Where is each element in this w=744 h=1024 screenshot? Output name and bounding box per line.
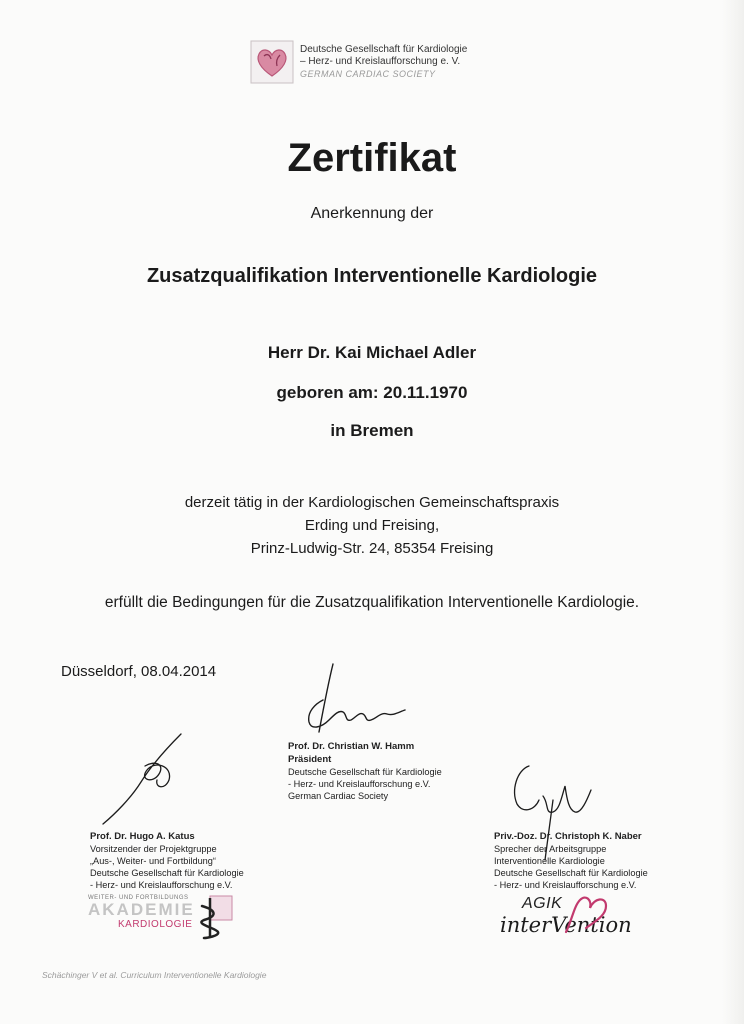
society-line-3: GERMAN CARDIAC SOCIETY (300, 69, 436, 79)
akademie-big-text: AKADEMIE (88, 900, 195, 919)
akademie-small-text: WEITER- UND FORTBILDUNGS (88, 895, 189, 901)
signatory-katus (90, 830, 244, 891)
society-line-2: – Herz- und Kreislaufforschung e. V. (300, 56, 461, 67)
workplace-line-2: Erding und Freising, (304, 517, 440, 534)
recipient-name: Herr Dr. Kai Michael Adler (267, 343, 477, 362)
qualification-title: Zusatzqualifikation Interventionelle Kardiologie (146, 265, 598, 287)
signatory-naber-line-3: Deutsche Gesellschaft für Kardiologie (494, 868, 648, 878)
signature-katus (95, 730, 195, 830)
signatory-naber-line-4: - Herz- und Kreislaufforschung e.V. (494, 880, 637, 890)
signatory-hamm-line-2: - Herz- und Kreislaufforschung e.V. (288, 779, 431, 789)
signatory-katus-name: Prof. Dr. Hugo A. Katus (90, 831, 195, 842)
signatory-katus-line-4: - Herz- und Kreislaufforschung e.V. (90, 880, 233, 890)
signatory-hamm-name: Prof. Dr. Christian W. Hamm (288, 741, 415, 752)
signatory-hamm-line-1: Deutsche Gesellschaft für Kardiologie (288, 767, 442, 777)
signatory-naber-line-2: Interventionelle Kardiologie (494, 856, 605, 866)
certificate-title: Zertifikat (287, 136, 457, 180)
agik-bottom-text: interVention (500, 913, 632, 937)
signatory-katus-line-2: „Aus-, Weiter- und Fortbildung“ (90, 856, 216, 866)
caduceus-icon (196, 894, 236, 940)
society-name-block (300, 44, 467, 80)
workplace-line-1: derzeit tätig in der Kardiologischen Gemeinschaftspraxis (184, 494, 560, 511)
signatory-naber (494, 830, 648, 891)
birth-place: in Bremen (330, 421, 414, 440)
signatory-hamm (288, 740, 442, 802)
recognition-text: Anerkennung der (310, 205, 434, 222)
workplace-block (0, 491, 744, 560)
akademie-sub-text: KARDIOLOGIE (118, 919, 193, 930)
agik-top-text: AGIK (522, 895, 563, 912)
workplace-line-3: Prinz-Ludwig-Str. 24, 85354 Freising (250, 540, 494, 557)
signatory-naber-name: Priv.-Doz. Dr. Christoph K. Naber (494, 831, 642, 842)
society-heart-logo-icon (250, 40, 294, 84)
signatory-hamm-role: Präsident (288, 754, 332, 765)
signature-hamm (295, 660, 415, 740)
signatory-hamm-line-3: German Cardiac Society (288, 791, 389, 801)
footer-reference: Schächinger V et al. Curriculum Interventionelle Kardiologie (42, 970, 267, 980)
society-line-1: Deutsche Gesellschaft für Kardiologie (300, 44, 468, 55)
conditions-statement: erfüllt die Bedingungen für die Zusatzqualifikation Interventionelle Kardiologie. (104, 594, 640, 611)
signatory-naber-line-1: Sprecher der Arbeitsgruppe (494, 844, 607, 854)
signatory-katus-line-1: Vorsitzender der Projektgruppe (90, 844, 217, 854)
agik-heart-icon (560, 892, 610, 934)
birth-date: geboren am: 20.11.1970 (276, 383, 468, 402)
signatory-katus-line-3: Deutsche Gesellschaft für Kardiologie (90, 868, 244, 878)
place-and-date: Düsseldorf, 08.04.2014 (61, 663, 217, 680)
